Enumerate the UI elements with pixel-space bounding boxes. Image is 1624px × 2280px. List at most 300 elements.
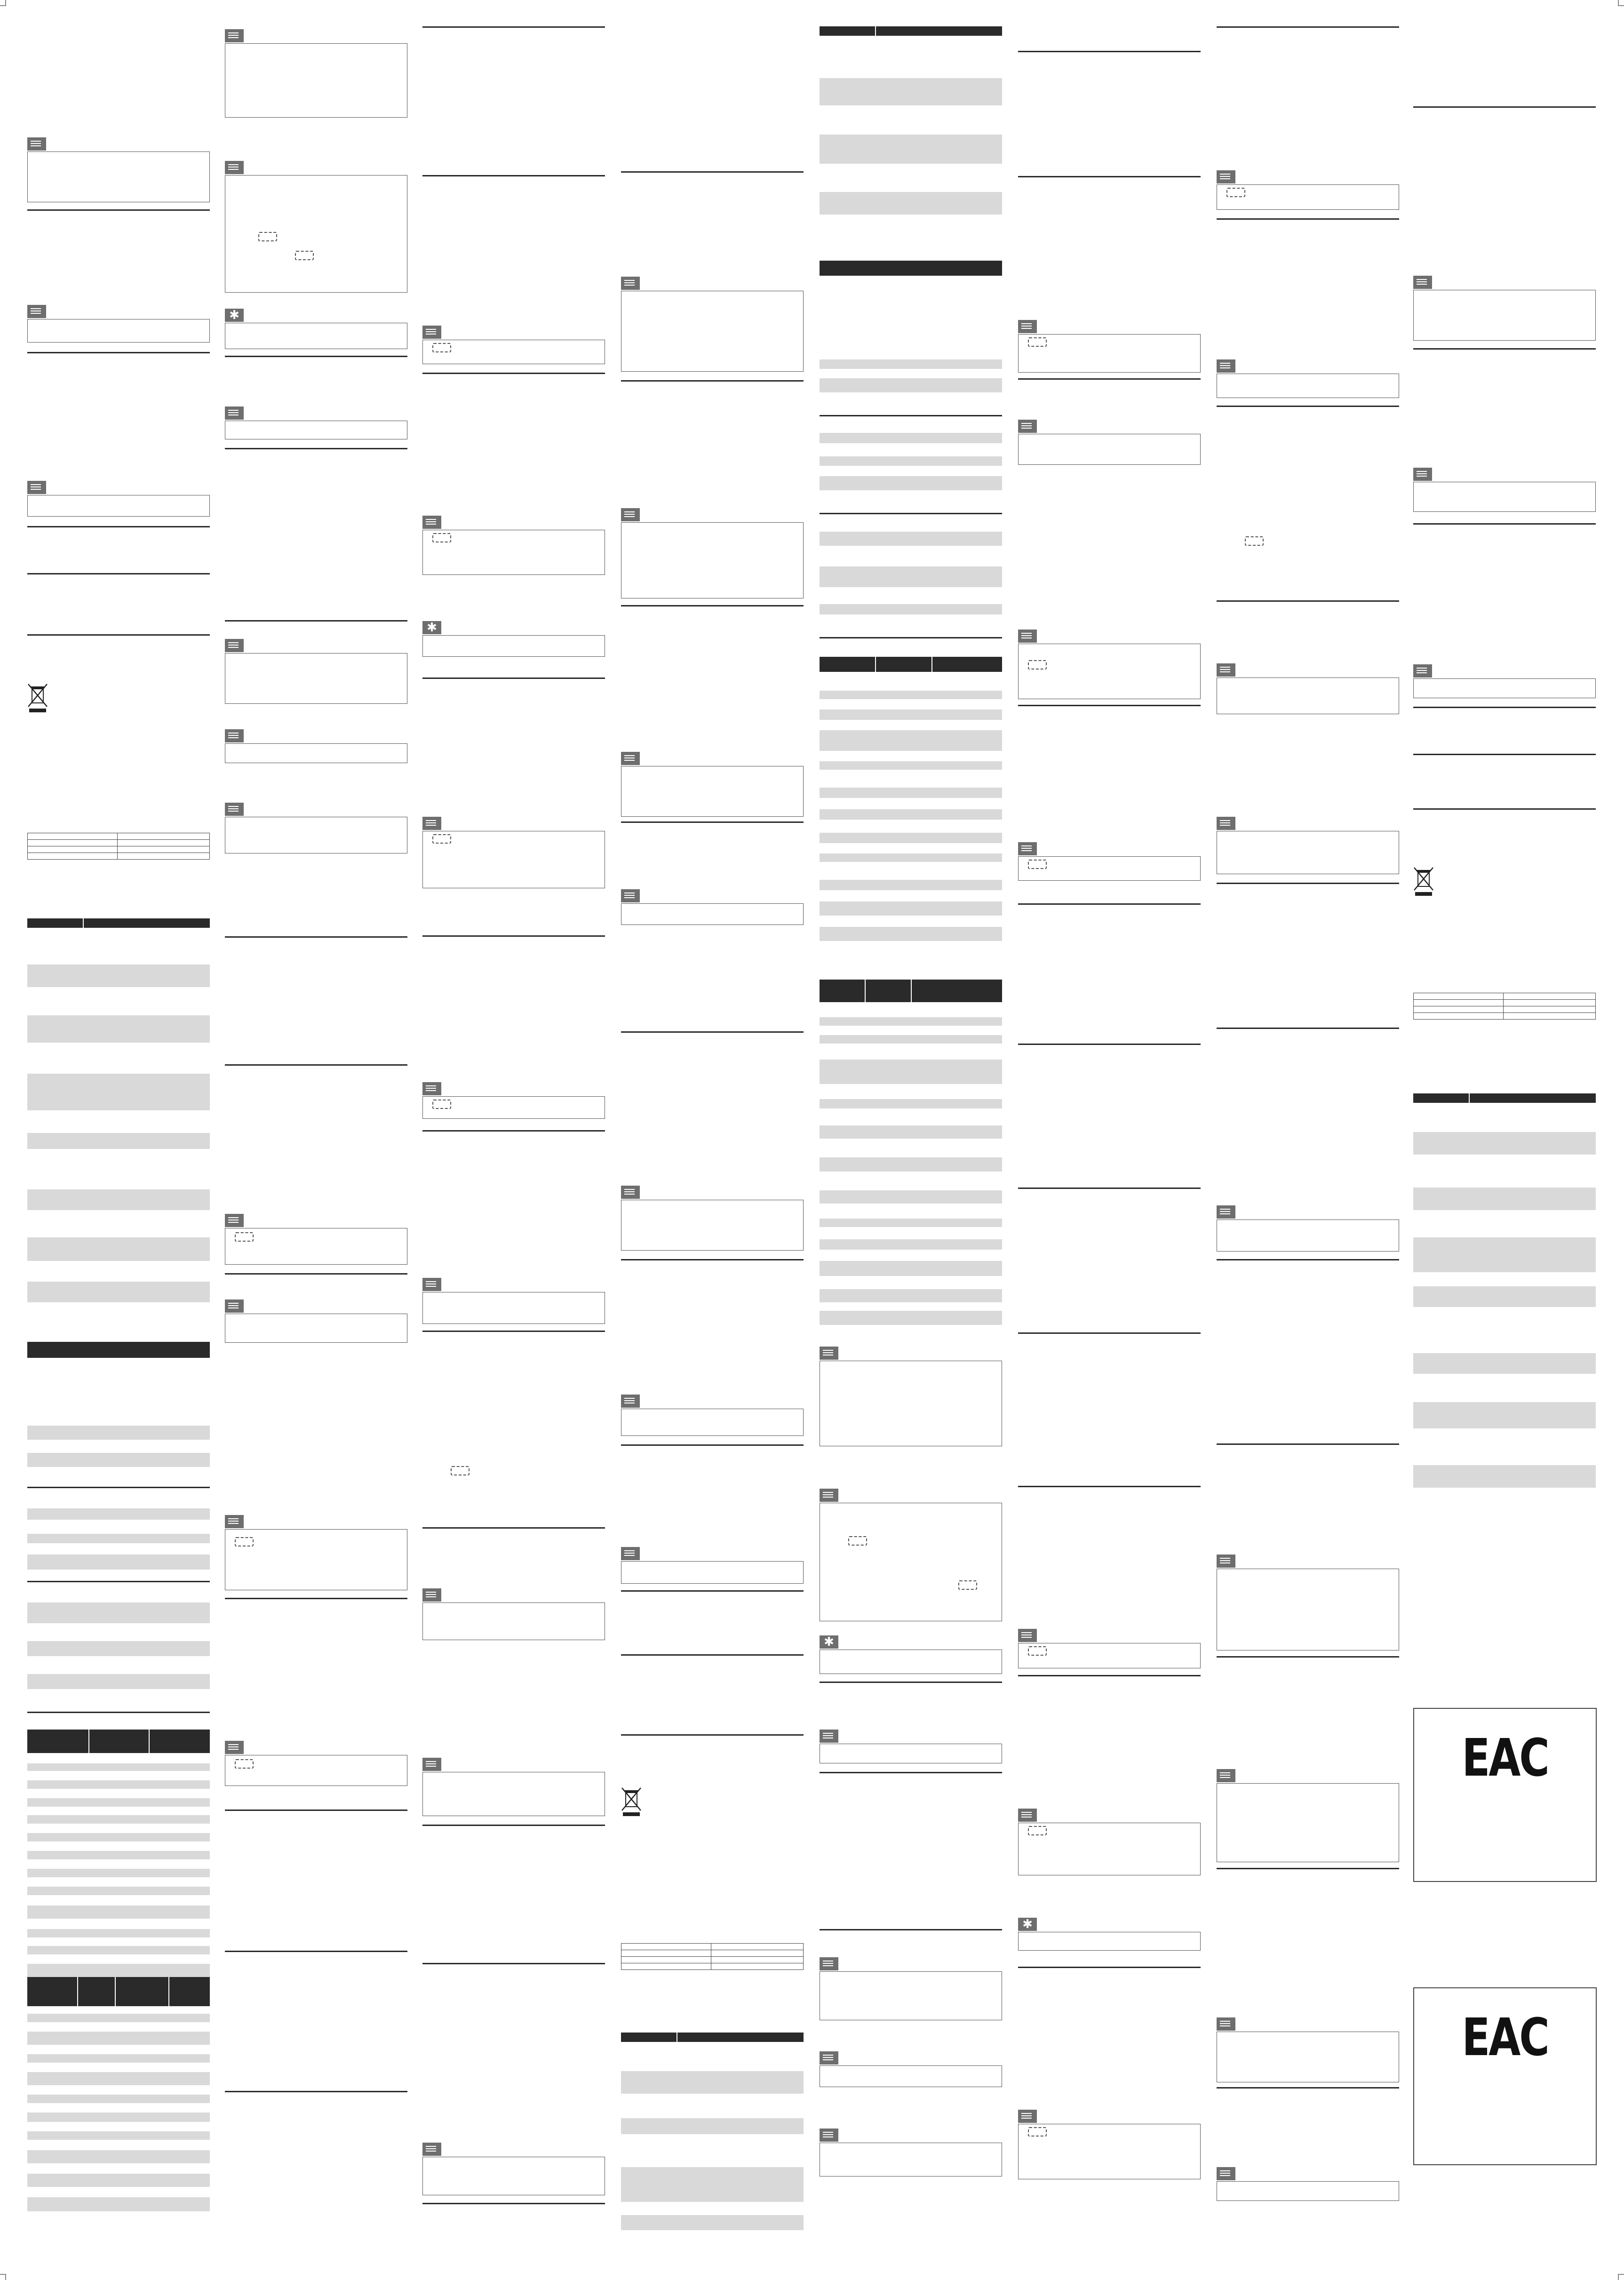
section-rule: [422, 2203, 605, 2204]
section-rule: [27, 526, 210, 527]
section-rule: [27, 1712, 210, 1713]
note-icon: [422, 2143, 441, 2156]
note-icon: [422, 817, 441, 830]
note-icon: [1217, 817, 1235, 830]
table-band: [820, 788, 1002, 798]
section-rule: [225, 2091, 407, 2092]
table-band: [621, 2215, 804, 2230]
table-band: [27, 1453, 210, 1467]
note-box: [1217, 1220, 1399, 1252]
section-rule: [1217, 1028, 1399, 1029]
table-header: [27, 1977, 210, 2006]
section-rule: [621, 1444, 804, 1446]
note-box: [225, 421, 407, 439]
note-icon: [422, 1588, 441, 1602]
section-rule: [27, 1487, 210, 1488]
section-rule: [820, 1772, 1002, 1773]
note-icon: [820, 2129, 838, 2142]
section-rule: [1413, 523, 1596, 525]
button-glyph: [432, 834, 451, 844]
note-box: [225, 175, 407, 293]
table-band: [27, 2113, 210, 2122]
table-band: [820, 1311, 1002, 1325]
note-box: [1217, 2181, 1399, 2201]
note-icon: [621, 1186, 640, 1199]
section-rule: [1018, 378, 1201, 380]
section-rule: [1413, 707, 1596, 708]
button-glyph: [1028, 1646, 1047, 1656]
button-glyph: [258, 232, 277, 241]
note-box: [1217, 374, 1399, 398]
table-band: [1413, 1353, 1596, 1374]
section-rule: [820, 415, 1002, 416]
tip-icon: ✱: [1018, 1918, 1037, 1931]
section-rule: [422, 678, 605, 679]
note-box: [422, 1602, 605, 1640]
note-icon: [422, 1278, 441, 1291]
section-rule: [27, 573, 210, 574]
note-icon: [1018, 2110, 1037, 2123]
table-band: [27, 1887, 210, 1895]
note-box: [1217, 678, 1399, 714]
table-band: [1413, 1465, 1596, 1488]
section-rule: [1217, 1443, 1399, 1445]
note-icon: [225, 407, 244, 420]
note-icon: [820, 2051, 838, 2065]
note-icon: [422, 326, 441, 339]
table-band: [820, 833, 1002, 843]
weee-crossed-bin-icon: [621, 1786, 642, 1817]
section-rule: [1217, 26, 1399, 28]
table-band: [27, 2032, 210, 2045]
table-header: [820, 980, 1002, 1002]
table-band: [820, 761, 1002, 770]
note-box: [27, 319, 210, 343]
note-icon: [820, 1957, 838, 1970]
table-band: [27, 1641, 210, 1656]
note-icon: [1217, 359, 1235, 373]
button-glyph: [1028, 660, 1047, 670]
table-band: [27, 1869, 210, 1877]
certification-box: [1413, 1708, 1597, 1882]
section-rule: [1018, 1675, 1201, 1676]
section-rule: [225, 356, 407, 357]
note-icon: [225, 1515, 244, 1528]
section-rule: [422, 1331, 605, 1332]
section-rule: [422, 1825, 605, 1826]
table-band: [820, 78, 1002, 105]
table-band: [27, 1798, 210, 1807]
section-rule: [422, 373, 605, 374]
table-band: [1413, 1402, 1596, 1428]
table-band: [27, 1946, 210, 1954]
section-rule: [621, 1654, 804, 1656]
crop-mark-top-left: [0, 0, 14, 14]
table-band: [820, 456, 1002, 466]
table-band: [820, 710, 1002, 720]
note-box: [422, 1772, 605, 1816]
table-band: [27, 1426, 210, 1440]
note-box: [1217, 2032, 1399, 2082]
note-icon: [225, 29, 244, 42]
table-band: [27, 1815, 210, 1824]
note-icon: [1217, 663, 1235, 677]
note-icon: [422, 1758, 441, 1771]
section-rule: [621, 1734, 804, 1736]
table-band: [820, 927, 1002, 941]
table-header: [820, 26, 1002, 36]
section-rule: [225, 1064, 407, 1066]
note-box: [621, 1409, 804, 1436]
tip-box: [225, 323, 407, 349]
section-rule: [422, 1527, 605, 1529]
note-icon: [1018, 630, 1037, 643]
table-band: [27, 1929, 210, 1937]
note-box: [1018, 1643, 1201, 1668]
table-band: [27, 1780, 210, 1789]
table-header: [820, 657, 1002, 672]
note-box: [621, 522, 804, 598]
button-glyph: [451, 1466, 470, 1475]
note-box: [820, 1361, 1002, 1446]
button-glyph: [295, 251, 314, 260]
table-band: [820, 809, 1002, 820]
note-icon: [1413, 664, 1432, 678]
note-icon: [225, 1214, 244, 1227]
section-rule: [225, 448, 407, 449]
section-rule: [621, 1031, 804, 1033]
table-header: [27, 1342, 210, 1358]
note-box: [225, 1228, 407, 1265]
button-glyph: [432, 1100, 451, 1109]
section-rule: [27, 352, 210, 353]
section-rule: [1413, 808, 1596, 810]
note-box: [1413, 678, 1596, 698]
table-band: [27, 2054, 210, 2063]
button-glyph: [1028, 2127, 1047, 2137]
note-box: [1413, 290, 1596, 341]
table-band: [820, 433, 1002, 443]
note-box: [422, 340, 605, 364]
button-glyph: [1028, 1826, 1047, 1835]
table-band: [820, 532, 1002, 546]
section-rule: [820, 1682, 1002, 1683]
note-box: [621, 291, 804, 372]
note-icon: [1217, 1205, 1235, 1219]
section-rule: [225, 1598, 407, 1599]
note-box: [1217, 831, 1399, 874]
note-box: [820, 2143, 1002, 2176]
section-rule: [1217, 218, 1399, 220]
note-icon: [1018, 842, 1037, 855]
note-icon: [225, 803, 244, 816]
table-band: [621, 2118, 804, 2134]
button-glyph: [432, 533, 451, 542]
table-band: [27, 2174, 210, 2187]
table-band: [820, 1289, 1002, 1302]
note-box: [27, 151, 210, 202]
table-band: [27, 1237, 210, 1261]
crop-mark-top-right: [1610, 0, 1624, 14]
table-band: [27, 1833, 210, 1842]
table-band: [820, 1239, 1002, 1250]
table-band: [27, 965, 210, 987]
note-box: [621, 1561, 804, 1584]
table-band: [820, 901, 1002, 916]
section-rule: [1018, 1486, 1201, 1487]
note-icon: [422, 516, 441, 529]
note-box: [820, 1971, 1002, 2020]
note-icon: [1217, 1555, 1235, 1568]
section-rule: [621, 380, 804, 382]
table-band: [27, 1555, 210, 1570]
note-icon: [820, 1347, 838, 1360]
table-band: [27, 1133, 210, 1149]
table-band: [1413, 1188, 1596, 1210]
crop-mark-bottom-left: [0, 2266, 14, 2280]
note-icon: [1018, 1629, 1037, 1642]
note-icon: [1018, 420, 1037, 433]
table-band: [820, 730, 1002, 751]
section-rule: [1018, 1188, 1201, 1189]
note-box: [820, 2065, 1002, 2087]
table-band: [820, 880, 1002, 890]
section-rule: [1217, 1868, 1399, 1869]
section-rule: [621, 605, 804, 606]
table-band: [820, 1125, 1002, 1139]
note-icon: [621, 752, 640, 765]
note-box: [1018, 2124, 1201, 2179]
note-box: [1018, 644, 1201, 699]
note-box: [422, 1292, 605, 1324]
button-glyph: [235, 1537, 254, 1547]
table-band: [820, 1017, 1002, 1026]
note-icon: [27, 305, 46, 318]
button-glyph: [1226, 188, 1245, 197]
note-icon: [1018, 320, 1037, 333]
table-band: [27, 2014, 210, 2022]
table-band: [27, 1905, 210, 1919]
note-box: [1018, 334, 1201, 373]
button-glyph: [1028, 337, 1047, 347]
section-rule: [1018, 903, 1201, 905]
table-band: [820, 1035, 1002, 1044]
note-box: [1018, 856, 1201, 881]
note-icon: [225, 729, 244, 742]
section-rule: [27, 634, 210, 636]
note-box: [422, 1096, 605, 1119]
section-rule: [1018, 1967, 1201, 1968]
note-icon: [27, 137, 46, 151]
certification-box: [1413, 1987, 1597, 2165]
section-rule: [820, 513, 1002, 514]
note-box: [27, 495, 210, 517]
button-glyph: [235, 1759, 254, 1769]
section-rule: [1217, 600, 1399, 602]
eac-mark: EAC: [1462, 2007, 1548, 2067]
note-icon: [27, 481, 46, 494]
eac-mark: EAC: [1462, 1728, 1548, 1788]
note-box: [225, 653, 407, 704]
note-box: [1413, 482, 1596, 512]
note-box: [1217, 1569, 1399, 1650]
note-icon: [1217, 2017, 1235, 2031]
section-rule: [1217, 1259, 1399, 1260]
tip-icon: ✱: [422, 621, 441, 634]
note-icon: [225, 1741, 244, 1754]
section-rule: [621, 1259, 804, 1260]
table-header: [820, 261, 1002, 276]
section-rule: [225, 1273, 407, 1275]
table-header: [27, 1730, 210, 1753]
note-box: [621, 903, 804, 925]
section-rule: [1018, 176, 1201, 177]
table-header: [27, 918, 210, 928]
note-icon: [225, 161, 244, 174]
section-rule: [422, 1130, 605, 1132]
table-band: [820, 1190, 1002, 1204]
table-band: [27, 1602, 210, 1623]
note-icon: [1217, 170, 1235, 183]
table-band: [820, 192, 1002, 215]
section-rule: [422, 1963, 605, 1964]
section-rule: [1217, 883, 1399, 884]
note-box: [820, 1503, 1002, 1621]
table-band: [820, 1099, 1002, 1108]
table-band: [820, 135, 1002, 164]
crop-mark-bottom-right: [1610, 2266, 1624, 2280]
note-box: [225, 743, 407, 763]
note-box: [1018, 434, 1201, 465]
table-band: [27, 1282, 210, 1302]
section-rule: [1217, 2087, 1399, 2089]
section-rule: [1217, 406, 1399, 407]
table-band: [621, 2167, 804, 2202]
table-band: [27, 2197, 210, 2211]
note-icon: [621, 508, 640, 521]
note-box: [225, 817, 407, 853]
note-box: [225, 1755, 407, 1786]
table-band: [27, 1851, 210, 1859]
tip-icon: ✱: [820, 1635, 838, 1649]
note-icon: [1018, 1809, 1037, 1822]
table-band: [1413, 1237, 1596, 1272]
table-band: [27, 1015, 210, 1043]
spec-table: [1413, 993, 1596, 1020]
button-glyph: [1245, 536, 1264, 546]
note-box: [621, 766, 804, 817]
table-band: [27, 1964, 210, 1977]
section-rule: [621, 1590, 804, 1592]
note-box: [422, 831, 605, 888]
table-band: [820, 691, 1002, 699]
section-rule: [1413, 754, 1596, 755]
section-rule: [621, 821, 804, 823]
note-box: [422, 2157, 605, 2195]
table-band: [820, 378, 1002, 392]
note-icon: [1217, 2167, 1235, 2180]
section-rule: [1018, 1332, 1201, 1334]
spec-table: [27, 833, 210, 860]
note-icon: [1413, 468, 1432, 481]
section-rule: [422, 935, 605, 937]
table-band: [27, 1508, 210, 1520]
section-rule: [27, 1581, 210, 1582]
note-box: [225, 1529, 407, 1590]
button-glyph: [958, 1580, 977, 1590]
section-rule: [225, 1810, 407, 1811]
table-band: [621, 2071, 804, 2094]
section-rule: [1018, 705, 1201, 706]
button-glyph: [848, 1536, 867, 1546]
note-icon: [1217, 1769, 1235, 1782]
section-rule: [422, 26, 605, 28]
table-header: [621, 2033, 804, 2042]
button-glyph: [235, 1232, 254, 1242]
table-band: [27, 1074, 210, 1110]
section-rule: [820, 1929, 1002, 1930]
note-icon: [820, 1489, 838, 1502]
table-band: [27, 2095, 210, 2103]
section-rule: [1413, 348, 1596, 350]
table-band: [27, 1534, 210, 1543]
tip-box: [422, 635, 605, 657]
table-band: [820, 359, 1002, 369]
table-band: [27, 2150, 210, 2163]
note-icon: [225, 1299, 244, 1313]
table-band: [27, 1189, 210, 1210]
tip-box: [1018, 1932, 1201, 1951]
table-band: [820, 1060, 1002, 1084]
section-rule: [1413, 106, 1596, 108]
weee-crossed-bin-icon: [27, 682, 48, 713]
table-band: [820, 566, 1002, 587]
table-band: [27, 1674, 210, 1689]
note-icon: [621, 889, 640, 902]
section-rule: [1018, 51, 1201, 52]
table-band: [27, 2131, 210, 2140]
section-rule: [621, 171, 804, 173]
table-band: [820, 476, 1002, 490]
table-band: [820, 1261, 1002, 1276]
table-band: [820, 853, 1002, 862]
note-box: [225, 43, 407, 118]
note-box: [820, 1744, 1002, 1763]
tip-icon: ✱: [225, 309, 244, 322]
section-rule: [27, 209, 210, 211]
note-box: [422, 530, 605, 575]
note-box: [621, 1200, 804, 1251]
note-icon: [820, 1730, 838, 1743]
note-icon: [621, 277, 640, 290]
table-band: [1413, 1132, 1596, 1155]
note-icon: [422, 1082, 441, 1095]
section-rule: [1217, 1656, 1399, 1658]
note-box: [225, 1314, 407, 1343]
note-box: [1217, 184, 1399, 210]
tip-box: [820, 1650, 1002, 1674]
table-band: [820, 1219, 1002, 1227]
spec-table: [621, 1943, 804, 1970]
table-band: [820, 1157, 1002, 1172]
note-box: [1018, 1823, 1201, 1875]
table-band: [27, 1763, 210, 1771]
table-band: [820, 604, 1002, 614]
note-icon: [1413, 276, 1432, 289]
section-rule: [820, 637, 1002, 638]
table-band: [1413, 1286, 1596, 1307]
note-icon: [621, 1395, 640, 1408]
